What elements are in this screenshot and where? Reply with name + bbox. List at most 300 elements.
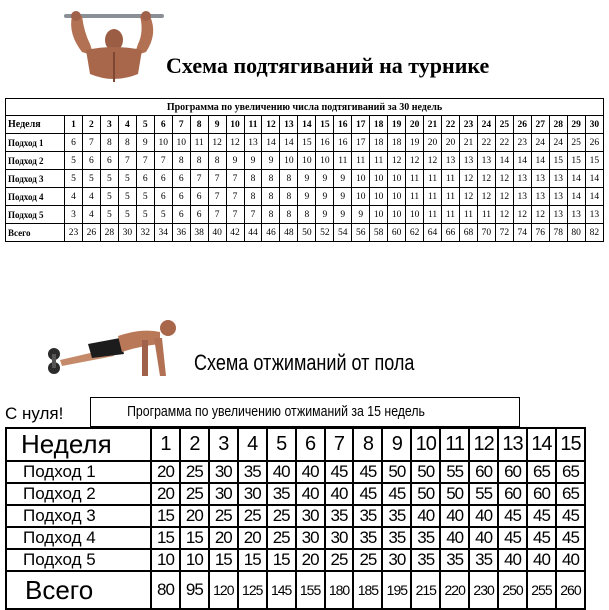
reps-cell: 13 — [513, 188, 531, 206]
table-row — [6, 152, 604, 170]
arm-back — [142, 340, 148, 376]
set-label: Подход 5 — [6, 549, 151, 571]
total-cell: 230 — [469, 571, 498, 609]
reps-cell: 11 — [442, 170, 460, 188]
week-number: 6 — [296, 428, 325, 461]
reps-cell: 6 — [154, 188, 172, 206]
pullup-athlete-illustration — [64, 4, 164, 84]
reps-cell: 35 — [325, 505, 354, 527]
total-cell: 66 — [442, 224, 460, 242]
reps-cell: 12 — [208, 134, 226, 152]
reps-cell: 18 — [388, 134, 406, 152]
reps-cell: 8 — [244, 188, 262, 206]
total-cell: 40 — [208, 224, 226, 242]
table-row — [6, 170, 604, 188]
reps-cell: 40 — [527, 549, 556, 571]
reps-cell: 13 — [567, 206, 585, 224]
reps-cell: 11 — [424, 188, 442, 206]
reps-cell: 40 — [498, 549, 527, 571]
reps-cell: 14 — [513, 152, 531, 170]
reps-cell: 7 — [190, 170, 208, 188]
reps-cell: 22 — [495, 134, 513, 152]
reps-cell: 50 — [411, 461, 440, 483]
total-cell: 185 — [353, 571, 382, 609]
total-cell: 34 — [154, 224, 172, 242]
reps-cell: 15 — [151, 527, 180, 549]
total-cell: 80 — [151, 571, 180, 609]
week-number: 5 — [267, 428, 296, 461]
total-cell: 42 — [226, 224, 244, 242]
week-number: 17 — [352, 116, 370, 134]
reps-cell: 4 — [82, 206, 100, 224]
reps-cell: 50 — [411, 483, 440, 505]
reps-cell: 60 — [498, 461, 527, 483]
torso — [118, 331, 160, 352]
reps-cell: 18 — [370, 134, 388, 152]
total-cell: 215 — [411, 571, 440, 609]
reps-cell: 35 — [411, 549, 440, 571]
reps-cell: 3 — [65, 206, 83, 224]
table-row — [6, 527, 585, 549]
reps-cell: 23 — [513, 134, 531, 152]
reps-cell: 20 — [238, 527, 267, 549]
reps-cell: 20 — [209, 527, 238, 549]
reps-cell: 10 — [180, 549, 209, 571]
total-cell: 180 — [325, 571, 354, 609]
total-cell: 74 — [513, 224, 531, 242]
set-label: Подход 2 — [6, 152, 65, 170]
total-cell: 32 — [136, 224, 154, 242]
reps-cell: 11 — [190, 134, 208, 152]
reps-cell: 40 — [440, 505, 469, 527]
reps-cell: 8 — [280, 170, 298, 188]
reps-cell: 9 — [316, 170, 334, 188]
reps-cell: 65 — [556, 483, 585, 505]
week-number: 10 — [226, 116, 244, 134]
total-cell: 78 — [549, 224, 567, 242]
arm-front — [154, 338, 166, 376]
reps-cell: 5 — [154, 206, 172, 224]
week-number: 14 — [298, 116, 316, 134]
reps-cell: 25 — [238, 505, 267, 527]
reps-cell: 45 — [498, 527, 527, 549]
week-number: 3 — [209, 428, 238, 461]
reps-cell: 30 — [238, 483, 267, 505]
week-number: 14 — [527, 428, 556, 461]
reps-cell: 15 — [567, 152, 585, 170]
reps-cell: 6 — [100, 152, 118, 170]
pushup-athlete-illustration — [42, 314, 182, 384]
week-number: 26 — [513, 116, 531, 134]
reps-cell: 24 — [549, 134, 567, 152]
reps-cell: 25 — [267, 505, 296, 527]
reps-cell: 10 — [298, 152, 316, 170]
table-row — [6, 483, 585, 505]
reps-cell: 11 — [424, 206, 442, 224]
reps-cell: 11 — [352, 152, 370, 170]
reps-cell: 12 — [531, 206, 549, 224]
set-label: Подход 1 — [6, 461, 151, 483]
reps-cell: 65 — [527, 461, 556, 483]
reps-cell: 9 — [136, 134, 154, 152]
reps-cell: 6 — [190, 188, 208, 206]
total-cell: 52 — [316, 224, 334, 242]
reps-cell: 45 — [556, 505, 585, 527]
reps-cell: 9 — [298, 188, 316, 206]
week-number: 22 — [442, 116, 460, 134]
reps-cell: 7 — [244, 206, 262, 224]
week-number: 28 — [549, 116, 567, 134]
reps-cell: 40 — [411, 505, 440, 527]
set-label: Подход 3 — [6, 170, 65, 188]
set-label: Подход 2 — [6, 483, 151, 505]
reps-cell: 14 — [585, 188, 603, 206]
reps-cell: 11 — [406, 170, 424, 188]
reps-cell: 45 — [556, 527, 585, 549]
reps-cell: 30 — [209, 483, 238, 505]
week-number: 23 — [459, 116, 477, 134]
reps-cell: 16 — [334, 134, 352, 152]
reps-cell: 15 — [585, 152, 603, 170]
reps-cell: 15 — [209, 549, 238, 571]
reps-cell: 25 — [325, 549, 354, 571]
reps-cell: 40 — [296, 483, 325, 505]
reps-cell: 9 — [226, 152, 244, 170]
reps-cell: 50 — [440, 483, 469, 505]
reps-cell: 35 — [411, 527, 440, 549]
reps-cell: 13 — [459, 152, 477, 170]
reps-cell: 10 — [370, 170, 388, 188]
week-number: 20 — [406, 116, 424, 134]
set-label: Подход 4 — [6, 527, 151, 549]
reps-cell: 10 — [316, 152, 334, 170]
week-number: 30 — [585, 116, 603, 134]
reps-cell: 7 — [118, 152, 136, 170]
reps-cell: 6 — [172, 188, 190, 206]
reps-cell: 55 — [469, 483, 498, 505]
reps-cell: 7 — [208, 170, 226, 188]
reps-cell: 8 — [262, 188, 280, 206]
total-cell: 220 — [440, 571, 469, 609]
reps-cell: 8 — [208, 152, 226, 170]
reps-cell: 10 — [151, 549, 180, 571]
set-label: Подход 3 — [6, 505, 151, 527]
pushups-caption-text: Программа по увеличению отжиманий за 15 недель — [127, 403, 425, 420]
week-number: 11 — [244, 116, 262, 134]
reps-cell: 60 — [527, 483, 556, 505]
reps-cell: 5 — [136, 188, 154, 206]
week-number: 7 — [172, 116, 190, 134]
reps-cell: 35 — [382, 527, 411, 549]
total-cell: 62 — [406, 224, 424, 242]
reps-cell: 30 — [382, 549, 411, 571]
reps-cell: 45 — [498, 505, 527, 527]
pullups-header-row — [6, 116, 604, 134]
total-cell: 82 — [585, 224, 603, 242]
set-label: Подход 1 — [6, 134, 65, 152]
reps-cell: 9 — [334, 206, 352, 224]
reps-cell: 5 — [118, 170, 136, 188]
reps-cell: 12 — [424, 152, 442, 170]
reps-cell: 11 — [424, 170, 442, 188]
reps-cell: 12 — [388, 152, 406, 170]
total-cell: 80 — [567, 224, 585, 242]
reps-cell: 15 — [238, 549, 267, 571]
reps-cell: 13 — [549, 170, 567, 188]
week-number: 1 — [65, 116, 83, 134]
total-cell: 28 — [100, 224, 118, 242]
reps-cell: 15 — [549, 152, 567, 170]
reps-cell: 9 — [334, 170, 352, 188]
reps-cell: 21 — [459, 134, 477, 152]
reps-cell: 11 — [459, 206, 477, 224]
reps-cell: 45 — [527, 505, 556, 527]
reps-cell: 8 — [100, 134, 118, 152]
total-cell: 26 — [82, 224, 100, 242]
total-cell: 58 — [370, 224, 388, 242]
reps-cell: 15 — [151, 505, 180, 527]
reps-cell: 14 — [262, 134, 280, 152]
week-label: Неделя — [6, 116, 65, 134]
total-cell: 60 — [388, 224, 406, 242]
reps-cell: 7 — [154, 152, 172, 170]
reps-cell: 13 — [585, 206, 603, 224]
reps-cell: 14 — [585, 170, 603, 188]
reps-cell: 10 — [172, 134, 190, 152]
pullups-table-caption: Программа по увеличению числа подтягиваний за 30 недель — [6, 99, 604, 116]
reps-cell: 35 — [353, 527, 382, 549]
reps-cell: 5 — [118, 206, 136, 224]
reps-cell: 12 — [495, 170, 513, 188]
reps-cell: 7 — [208, 206, 226, 224]
reps-cell: 7 — [82, 134, 100, 152]
reps-cell: 9 — [352, 206, 370, 224]
reps-cell: 5 — [82, 170, 100, 188]
reps-cell: 10 — [370, 188, 388, 206]
reps-cell: 35 — [353, 505, 382, 527]
week-number: 8 — [353, 428, 382, 461]
reps-cell: 11 — [442, 206, 460, 224]
reps-cell: 13 — [244, 134, 262, 152]
total-cell: 145 — [267, 571, 296, 609]
reps-cell: 25 — [180, 483, 209, 505]
reps-cell: 11 — [477, 206, 495, 224]
week-number: 19 — [388, 116, 406, 134]
pushups-table — [5, 427, 586, 610]
reps-cell: 13 — [549, 206, 567, 224]
week-number: 1 — [151, 428, 180, 461]
week-number: 7 — [325, 428, 354, 461]
reps-cell: 25 — [567, 134, 585, 152]
reps-cell: 12 — [459, 188, 477, 206]
reps-cell: 7 — [226, 206, 244, 224]
reps-cell: 30 — [296, 505, 325, 527]
reps-cell: 6 — [82, 152, 100, 170]
reps-cell: 40 — [556, 549, 585, 571]
total-row — [6, 571, 585, 609]
reps-cell: 35 — [238, 461, 267, 483]
reps-cell: 60 — [469, 461, 498, 483]
week-number: 29 — [567, 116, 585, 134]
reps-cell: 14 — [280, 134, 298, 152]
reps-cell: 9 — [298, 170, 316, 188]
week-number: 9 — [382, 428, 411, 461]
reps-cell: 12 — [495, 206, 513, 224]
reps-cell: 8 — [262, 206, 280, 224]
reps-cell: 60 — [498, 483, 527, 505]
total-cell: 72 — [495, 224, 513, 242]
reps-cell: 20 — [296, 549, 325, 571]
total-cell: 70 — [477, 224, 495, 242]
week-number: 12 — [469, 428, 498, 461]
reps-cell: 65 — [556, 461, 585, 483]
week-number: 21 — [424, 116, 442, 134]
reps-cell: 40 — [325, 483, 354, 505]
week-number: 25 — [495, 116, 513, 134]
reps-cell: 30 — [296, 527, 325, 549]
total-row — [6, 224, 604, 242]
reps-cell: 5 — [65, 152, 83, 170]
reps-cell: 10 — [352, 170, 370, 188]
reps-cell: 10 — [154, 134, 172, 152]
reps-cell: 15 — [267, 549, 296, 571]
reps-cell: 20 — [151, 461, 180, 483]
reps-cell: 30 — [209, 461, 238, 483]
reps-cell: 8 — [190, 152, 208, 170]
week-number: 4 — [238, 428, 267, 461]
reps-cell: 6 — [65, 134, 83, 152]
reps-cell: 7 — [226, 170, 244, 188]
reps-cell: 25 — [353, 549, 382, 571]
reps-cell: 8 — [172, 152, 190, 170]
reps-cell: 20 — [180, 505, 209, 527]
total-cell: 50 — [298, 224, 316, 242]
reps-cell: 8 — [280, 188, 298, 206]
total-label: Всего — [6, 224, 65, 242]
week-number: 12 — [262, 116, 280, 134]
reps-cell: 13 — [513, 170, 531, 188]
total-cell: 195 — [382, 571, 411, 609]
reps-cell: 11 — [406, 188, 424, 206]
total-cell: 23 — [65, 224, 83, 242]
pushups-title: Схема отжиманий от пола — [194, 350, 415, 375]
reps-cell: 5 — [100, 170, 118, 188]
reps-cell: 6 — [172, 206, 190, 224]
reps-cell: 10 — [388, 170, 406, 188]
reps-cell: 20 — [424, 134, 442, 152]
reps-cell: 13 — [477, 152, 495, 170]
reps-cell: 13 — [531, 170, 549, 188]
table-row — [6, 549, 585, 571]
total-cell: 38 — [190, 224, 208, 242]
table-row — [6, 134, 604, 152]
reps-cell: 40 — [296, 461, 325, 483]
reps-cell: 4 — [82, 188, 100, 206]
reps-cell: 9 — [316, 206, 334, 224]
reps-cell: 40 — [440, 527, 469, 549]
reps-cell: 12 — [513, 206, 531, 224]
reps-cell: 10 — [352, 188, 370, 206]
reps-cell: 25 — [209, 505, 238, 527]
reps-cell: 16 — [316, 134, 334, 152]
pullups-title: Схема подтягиваний на турнике — [166, 53, 490, 78]
reps-cell: 45 — [382, 483, 411, 505]
week-number: 18 — [370, 116, 388, 134]
reps-cell: 35 — [382, 505, 411, 527]
reps-cell: 6 — [190, 206, 208, 224]
week-number: 10 — [411, 428, 440, 461]
reps-cell: 14 — [567, 170, 585, 188]
reps-cell: 8 — [118, 134, 136, 152]
reps-cell: 12 — [406, 152, 424, 170]
week-number: 5 — [136, 116, 154, 134]
reps-cell: 13 — [531, 188, 549, 206]
week-number: 2 — [180, 428, 209, 461]
total-cell: 120 — [209, 571, 238, 609]
reps-cell: 40 — [469, 527, 498, 549]
total-cell: 250 — [498, 571, 527, 609]
total-cell: 64 — [424, 224, 442, 242]
week-number: 9 — [208, 116, 226, 134]
reps-cell: 10 — [406, 206, 424, 224]
reps-cell: 14 — [495, 152, 513, 170]
reps-cell: 40 — [469, 505, 498, 527]
reps-cell: 11 — [370, 152, 388, 170]
total-cell: 155 — [296, 571, 325, 609]
total-cell: 30 — [118, 224, 136, 242]
reps-cell: 12 — [477, 188, 495, 206]
total-cell: 95 — [180, 571, 209, 609]
reps-cell: 10 — [388, 188, 406, 206]
reps-cell: 8 — [244, 170, 262, 188]
total-cell: 36 — [172, 224, 190, 242]
week-number: 15 — [316, 116, 334, 134]
reps-cell: 45 — [353, 483, 382, 505]
table-row — [6, 505, 585, 527]
reps-cell: 12 — [459, 170, 477, 188]
week-number: 8 — [190, 116, 208, 134]
week-label: Неделя — [6, 428, 151, 461]
set-label: Подход 5 — [6, 206, 65, 224]
reps-cell: 8 — [298, 206, 316, 224]
reps-cell: 10 — [370, 206, 388, 224]
reps-cell: 15 — [298, 134, 316, 152]
week-number: 27 — [531, 116, 549, 134]
total-cell: 46 — [262, 224, 280, 242]
reps-cell: 20 — [151, 483, 180, 505]
reps-cell: 40 — [267, 461, 296, 483]
reps-cell: 14 — [531, 152, 549, 170]
pushups-header-row — [6, 428, 585, 461]
reps-cell: 9 — [262, 152, 280, 170]
reps-cell: 7 — [136, 152, 154, 170]
reps-cell: 7 — [226, 188, 244, 206]
reps-cell: 50 — [382, 461, 411, 483]
reps-cell: 5 — [118, 188, 136, 206]
pushups-table-caption — [90, 397, 520, 427]
total-cell: 255 — [527, 571, 556, 609]
total-cell: 56 — [352, 224, 370, 242]
reps-cell: 9 — [334, 188, 352, 206]
reps-cell: 6 — [172, 170, 190, 188]
reps-cell: 10 — [388, 206, 406, 224]
total-label: Всего — [6, 571, 151, 609]
reps-cell: 25 — [267, 527, 296, 549]
total-cell: 68 — [459, 224, 477, 242]
reps-cell: 55 — [440, 461, 469, 483]
total-cell: 76 — [531, 224, 549, 242]
week-number: 24 — [477, 116, 495, 134]
